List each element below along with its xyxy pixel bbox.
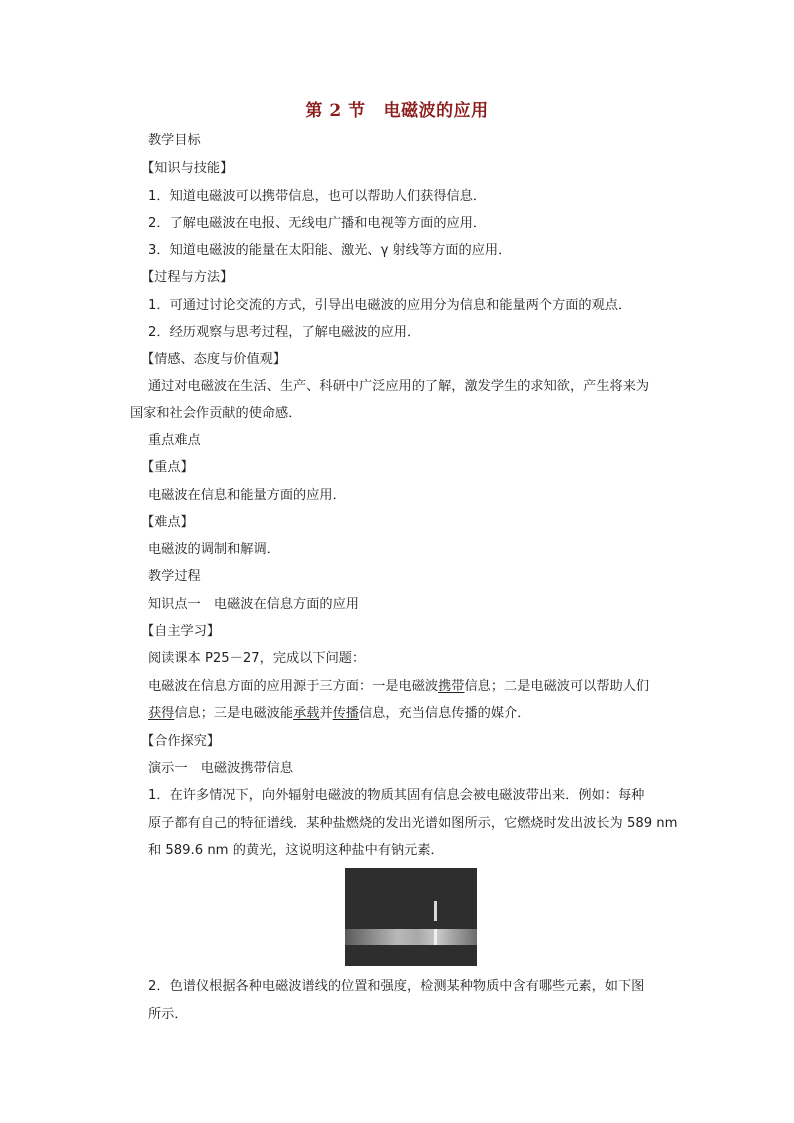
heading-teaching-process: 教学过程 bbox=[148, 569, 201, 584]
spectral-line-bright bbox=[434, 929, 437, 945]
underlined-term: 承载 bbox=[293, 706, 320, 721]
spectrum-band bbox=[345, 929, 477, 945]
paragraph-line: 国家和社会作贡献的使命感． bbox=[130, 406, 302, 421]
paragraph-line: 2．色谱仪根据各种电磁波谱线的位置和强度，检测某种物质中含有哪些元素，如下图 bbox=[148, 979, 645, 994]
text-span: 并 bbox=[319, 706, 333, 721]
heading-cooperative-inquiry: 【合作探究】 bbox=[141, 734, 221, 749]
heading-knowledge-point-1: 知识点一 电磁波在信息方面的应用 bbox=[148, 597, 359, 612]
paragraph-line: 所示． bbox=[148, 1007, 188, 1022]
objective-item: 2．经历观察与思考过程，了解电磁波的应用． bbox=[148, 325, 421, 340]
underlined-term: 获得 bbox=[148, 706, 175, 721]
text-span: 信息；二是电磁波可以帮助人们 bbox=[464, 679, 650, 694]
paragraph-line: 通过对电磁波在生活、生产、科研中广泛应用的了解，激发学生的求知欲，产生将来为 bbox=[148, 379, 650, 394]
heading-knowledge-skills: 【知识与技能】 bbox=[141, 161, 234, 176]
heading-key-points: 重点难点 bbox=[148, 433, 201, 448]
objective-item: 3．知道电磁波的能量在太阳能、激光、γ 射线等方面的应用． bbox=[148, 243, 512, 258]
heading-demo-1: 演示一 电磁波携带信息 bbox=[148, 761, 294, 776]
heading-emotion-values: 【情感、态度与价值观】 bbox=[141, 352, 287, 367]
section-number: 第 2 节 bbox=[305, 101, 366, 121]
self-study-line-2 bbox=[148, 705, 678, 723]
heading-focus: 【重点】 bbox=[141, 460, 194, 475]
self-study-line-1 bbox=[148, 678, 678, 696]
underlined-term: 传播 bbox=[332, 706, 359, 721]
heading-process-method: 【过程与方法】 bbox=[141, 270, 234, 285]
underlined-term: 携带 bbox=[438, 679, 465, 694]
text-span: 信息，充当信息传播的媒介． bbox=[359, 706, 531, 721]
paragraph-line: 电磁波的调制和解调． bbox=[148, 542, 280, 557]
objective-item: 2．了解电磁波在电报、无线电广播和电视等方面的应用． bbox=[148, 216, 487, 231]
paragraph-line: 1．在许多情况下，向外辐射电磁波的物质其固有信息会被电磁波带出来．例如：每种 bbox=[148, 788, 645, 803]
spectral-line-upper bbox=[434, 901, 437, 921]
heading-objectives: 教学目标 bbox=[148, 133, 201, 148]
objective-item: 1．知道电磁波可以携带信息，也可以帮助人们获得信息． bbox=[148, 189, 487, 204]
paragraph-line: 阅读课本 P25－27，完成以下问题： bbox=[148, 651, 366, 666]
spectrum-image bbox=[345, 868, 477, 966]
text-span: 信息；三是电磁波能 bbox=[174, 706, 294, 721]
text-span: 电磁波在信息方面的应用源于三方面：一是电磁波 bbox=[148, 679, 439, 694]
paragraph-line: 电磁波在信息和能量方面的应用． bbox=[148, 488, 346, 503]
paragraph-line: 原子都有自己的特征谱线．某种盐燃烧的发出光谱如图所示，它燃烧时发出波长为 589 nm bbox=[148, 816, 678, 831]
paragraph-line: 和 589.6 nm 的黄光，这说明这种盐中有钠元素． bbox=[148, 843, 444, 858]
heading-self-study: 【自主学习】 bbox=[141, 624, 221, 639]
objective-item: 1．可通过讨论交流的方式，引导出电磁波的应用分为信息和能量两个方面的观点． bbox=[148, 298, 632, 313]
heading-difficulty: 【难点】 bbox=[141, 515, 194, 530]
section-name: 电磁波的应用 bbox=[383, 101, 489, 121]
page-title bbox=[0, 96, 794, 121]
